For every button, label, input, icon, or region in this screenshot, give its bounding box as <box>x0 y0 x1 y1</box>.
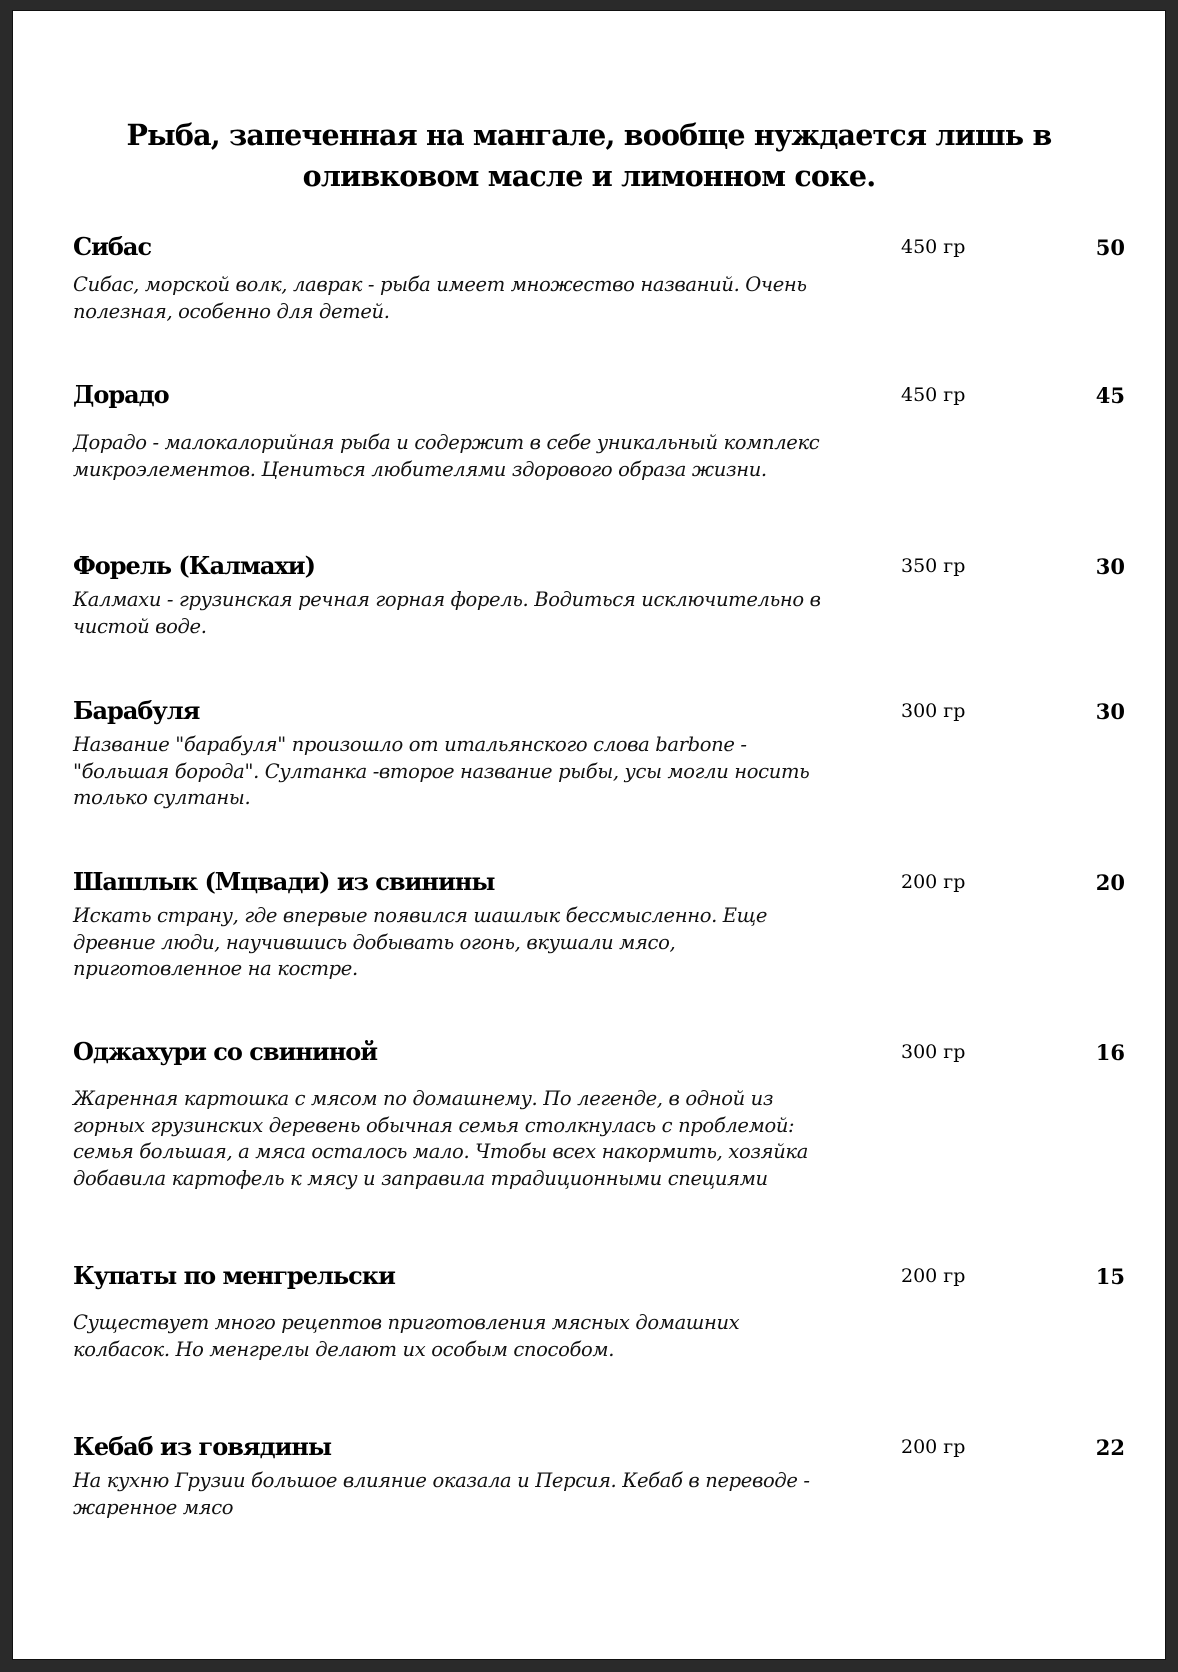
item-price: 22 <box>1095 1435 1125 1460</box>
item-weight: 300 гр <box>901 700 966 722</box>
item-description: Сибас, морской волк, лаврак - рыба имеет множество названий. Очень полезная, особенно для детей. <box>73 273 807 323</box>
menu-page <box>12 10 1166 1660</box>
item-name: Шашлык (Мцвади) из свинины <box>73 867 495 896</box>
item-price: 20 <box>1095 870 1125 895</box>
item-description: Существует много рецептов приготовления мясных домашних колбасок. Но менгрелы делают их особым способом. <box>73 1311 740 1361</box>
item-weight: 450 гр <box>901 236 966 258</box>
item-description: Калмахи - грузинская речная горная форель. Водиться исключительно в чистой воде. <box>73 588 821 638</box>
item-price: 30 <box>1095 554 1125 579</box>
page-heading <box>93 115 1085 197</box>
item-name: Сибас <box>73 232 152 261</box>
item-weight: 200 гр <box>901 871 966 893</box>
item-description: Название "барабуля" произошло от итальянского слова barbone - "большая борода". Султанка -второе название рыбы, усы могли носить только султаны. <box>73 733 810 809</box>
item-price: 16 <box>1095 1040 1125 1065</box>
item-price: 30 <box>1095 699 1125 724</box>
item-description: Жаренная картошка с мясом по домашнему. По легенде, в одной из горных грузинских деревень обычная семья столкнулась с проблемой: семья большая, а мяса осталось мало. Чтобы всех накормить, хозяйка добавила картофель к мясу и заправила традиционными специями <box>73 1087 808 1190</box>
item-weight: 350 гр <box>901 555 966 577</box>
item-description: Дорадо - малокалорийная рыба и содержит в себе уникальный комплекс микроэлементов. Цениться любителями здорового образа жизни. <box>73 431 820 481</box>
item-name: Барабуля <box>73 696 200 725</box>
item-description: На кухню Грузии большое влияние оказала и Персия. Кебаб в переводе - жаренное мясо <box>73 1469 810 1519</box>
item-name: Форель (Калмахи) <box>73 551 315 580</box>
item-description: Искать страну, где впервые появился шашлык бессмысленно. Еще древние люди, научившись добывать огонь, вкушали мясо, приготовленное на костре. <box>73 904 768 980</box>
item-price: 50 <box>1095 235 1125 260</box>
item-weight: 200 гр <box>901 1436 966 1458</box>
item-price: 15 <box>1095 1264 1125 1289</box>
item-weight: 300 гр <box>901 1041 966 1063</box>
item-weight: 450 гр <box>901 384 966 406</box>
item-weight: 200 гр <box>901 1265 966 1287</box>
page-heading-text: Рыба, запеченная на мангале, вообще нуждается лишь в оливковом масле и лимонном соке. <box>126 118 1052 193</box>
item-name: Оджахури со свининой <box>73 1037 378 1066</box>
item-price: 45 <box>1095 383 1125 408</box>
item-name: Кебаб из говядины <box>73 1432 332 1461</box>
item-name: Купаты по менгрельски <box>73 1261 395 1290</box>
item-name: Дорадо <box>73 380 169 409</box>
